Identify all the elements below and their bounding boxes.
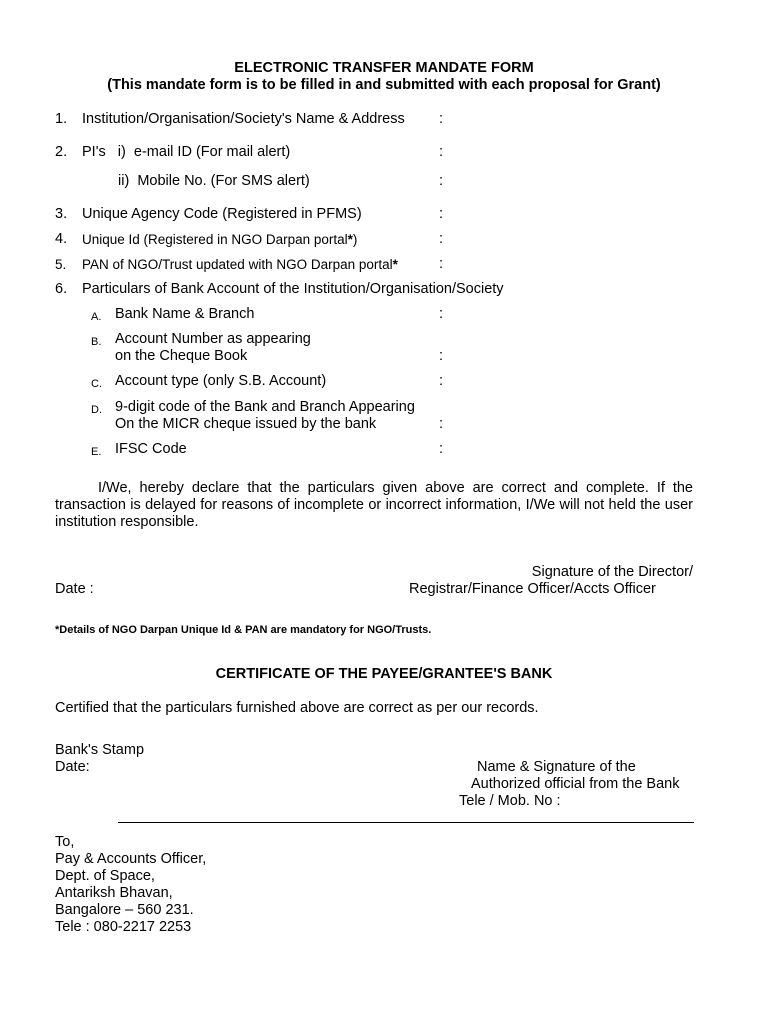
item-5-colon: : xyxy=(439,256,444,272)
item-4-number: 4. xyxy=(55,231,68,247)
bank-item-e-letter: E. xyxy=(91,446,102,458)
bank-item-d-letter: D. xyxy=(91,404,102,416)
address-line: Antariksh Bhavan, xyxy=(55,885,173,901)
signature-line-2: Registrar/Finance Officer/Accts Officer xyxy=(409,581,656,597)
address-line: Pay & Accounts Officer, xyxy=(55,851,207,867)
bank-item-a-colon: : xyxy=(439,306,444,322)
item-3-colon: : xyxy=(439,206,444,222)
form-title: ELECTRONIC TRANSFER MANDATE FORM xyxy=(234,60,534,76)
bank-item-c-letter: C. xyxy=(91,378,102,390)
item-3-number: 3. xyxy=(55,206,68,222)
bank-item-d-line1: 9-digit code of the Bank and Branch Appearing xyxy=(115,399,415,415)
bank-item-d-colon: : xyxy=(439,416,444,432)
bank-item-b-colon: : xyxy=(439,348,444,364)
tele-mob-label: Tele / Mob. No : xyxy=(459,793,561,809)
item-5-number: 5. xyxy=(55,257,67,272)
bank-item-c-label: Account type (only S.B. Account) xyxy=(115,373,327,389)
signature-line-1: Signature of the Director/ xyxy=(531,564,693,580)
footnote: *Details of NGO Darpan Unique Id & PAN are mandatory for NGO/Trusts. xyxy=(55,624,432,636)
bank-item-c-colon: : xyxy=(439,373,444,389)
item-2-number: 2. xyxy=(55,144,68,160)
item-3-label: Unique Agency Code (Registered in PFMS) xyxy=(82,206,362,222)
item-4-colon: : xyxy=(439,231,444,247)
item-1-label: Institution/Organisation/Society's Name & Address xyxy=(82,111,405,127)
address-line: Dept. of Space, xyxy=(55,868,155,884)
address-line: Tele : 080-2217 2253 xyxy=(55,919,192,935)
bank-item-b-line1: Account Number as appearing xyxy=(115,331,311,347)
bank-item-e-colon: : xyxy=(439,441,444,457)
item-5-label: PAN of NGO/Trust updated with NGO Darpan portal* xyxy=(82,257,398,272)
item-2-ii-label: ii) Mobile No. (For SMS alert) xyxy=(118,173,310,189)
bank-item-b-letter: B. xyxy=(91,336,102,348)
item-2-ii-colon: : xyxy=(439,173,444,189)
divider-line xyxy=(118,822,694,823)
bank-signature-line-2: Authorized official from the Bank xyxy=(471,776,680,792)
item-6-label: Particulars of Bank Account of the Institution/Organisation/Society xyxy=(82,281,504,297)
bank-item-a-letter: A. xyxy=(91,311,102,323)
item-1-colon: : xyxy=(439,111,444,127)
declaration-text: I/We, hereby declare that the particulars given above are correct and complete. If the transaction is delayed for reasons of incomplete or incorrect information, I/We will not held the user institution responsible. xyxy=(55,480,693,530)
certificate-text: Certified that the particulars furnished above are correct as per our records. xyxy=(55,700,539,716)
certificate-date-label: Date: xyxy=(55,759,90,775)
certificate-title: CERTIFICATE OF THE PAYEE/GRANTEE'S BANK xyxy=(215,666,553,682)
item-2-label: PI's i) e-mail ID (For mail alert) xyxy=(82,144,291,160)
declaration-date-label: Date : xyxy=(55,581,94,597)
bank-item-b-line2: on the Cheque Book xyxy=(115,348,248,364)
bank-item-a-label: Bank Name & Branch xyxy=(115,306,255,322)
bank-stamp-label: Bank's Stamp xyxy=(55,742,145,758)
bank-signature-line-1: Name & Signature of the xyxy=(477,759,636,775)
address-line: To, xyxy=(55,834,75,850)
item-6-number: 6. xyxy=(55,281,68,297)
item-2-colon: : xyxy=(439,144,444,160)
form-subtitle: (This mandate form is to be filled in and submitted with each proposal for Grant) xyxy=(107,77,661,93)
address-line: Bangalore – 560 231. xyxy=(55,902,194,918)
bank-item-e-label: IFSC Code xyxy=(115,441,187,457)
item-1-number: 1. xyxy=(55,111,68,127)
item-4-label: Unique Id (Registered in NGO Darpan portal*) xyxy=(82,232,358,247)
bank-item-d-line2: On the MICR cheque issued by the bank xyxy=(115,416,377,432)
